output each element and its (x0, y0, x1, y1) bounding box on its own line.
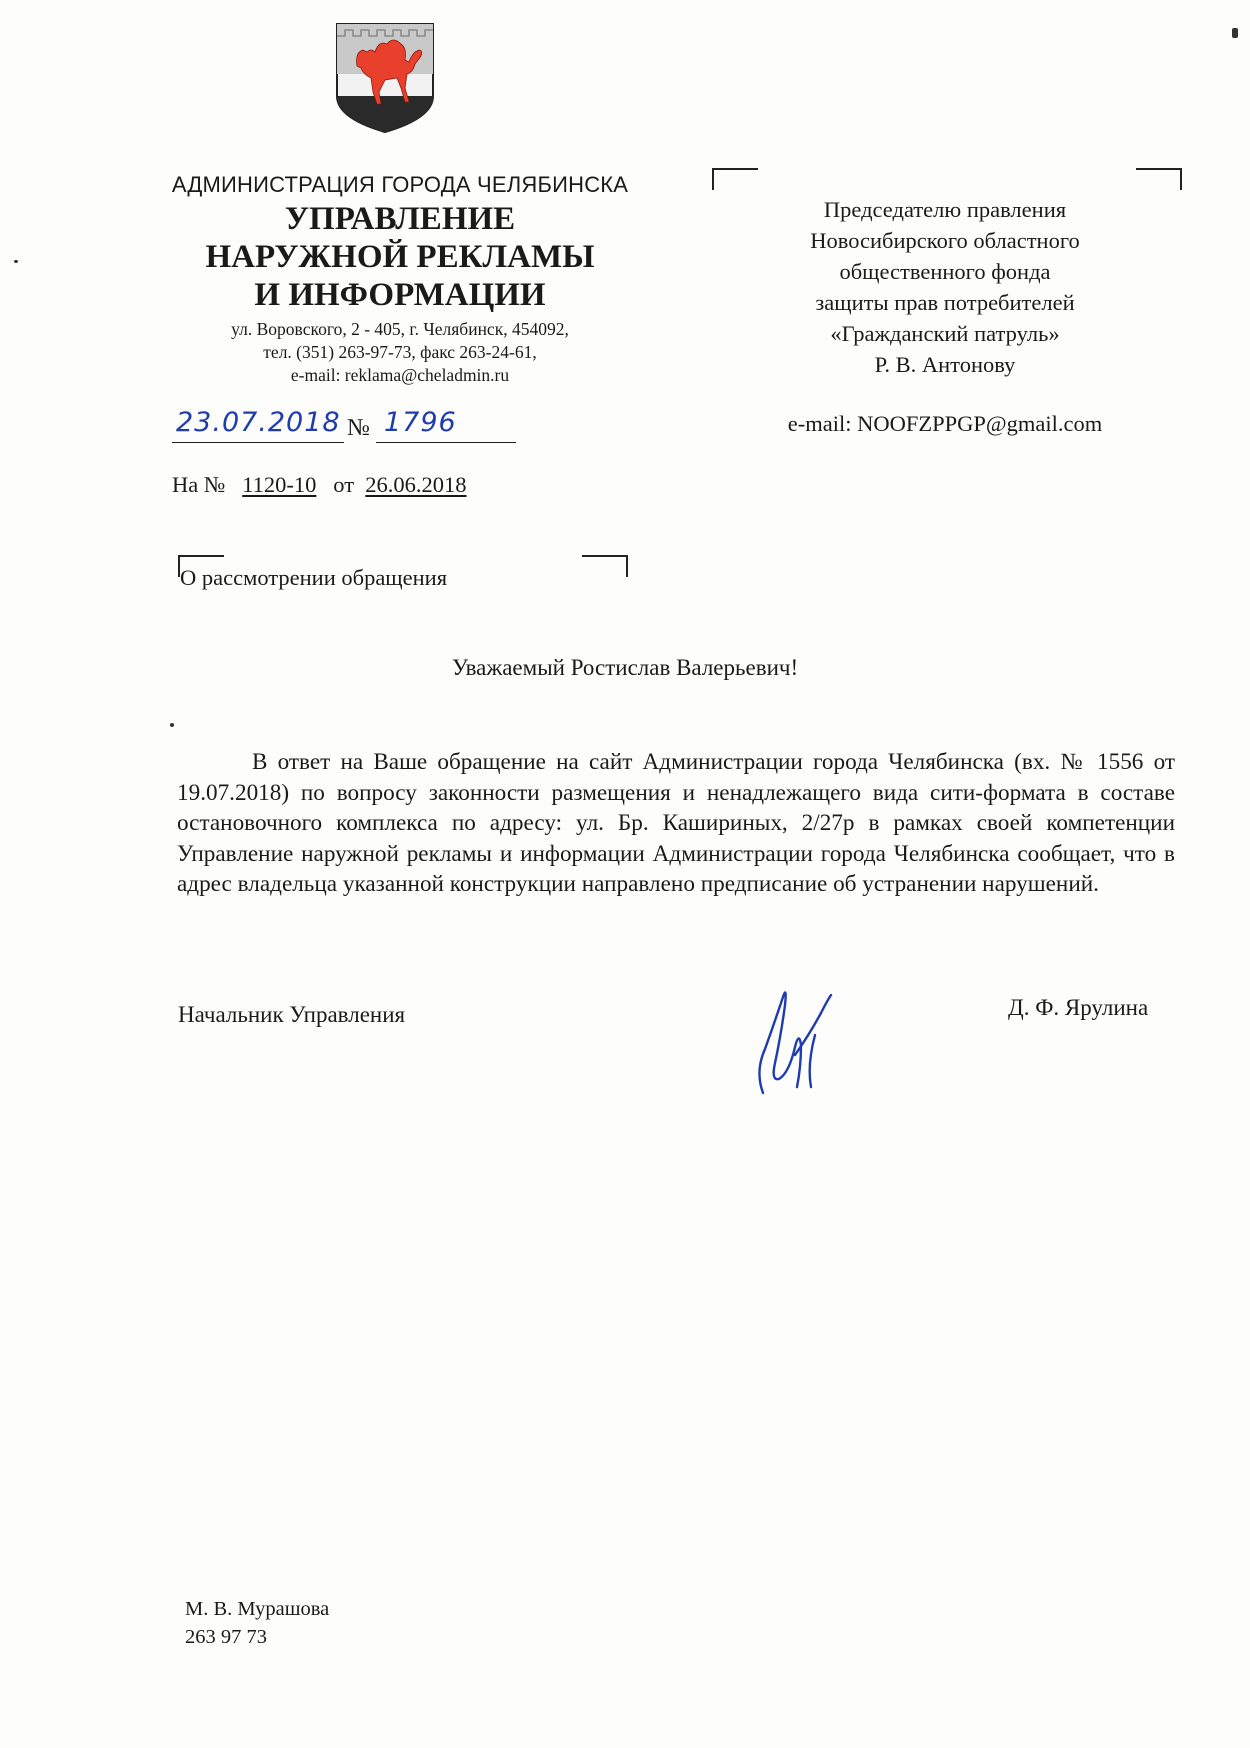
administration-name: АДМИНИСТРАЦИЯ ГОРОДА ЧЕЛЯБИНСКА (171, 172, 629, 197)
executor-name: М. В. Мурашова (185, 1598, 330, 1620)
addressee-line: Председателю правления (823, 197, 1067, 222)
addressee-email: e-mail: NOOFZPPGP@gmail.com (787, 411, 1103, 436)
registration-date: 23.07.2018 (176, 407, 341, 438)
subject-line: О рассмотрении обращения (180, 565, 448, 590)
letter-body: В ответ на Ваше обращение на сайт Администрации города Челябинска (вх. № 1556 от 19.07.2018) по вопросу законности размещения и ненадлежащего вида сити-формата в составе остановочного комплекса по адресу: ул. Бр. Кашириных, 2/27р в рамках своей компетенции Управление наружной рекламы и информации Администрации города Челябинска сообщает, что в адрес владельца указанной конструкции направлено предписание об устранении нарушений. (177, 749, 1175, 897)
addressee-line: Р. В. Антонову (874, 352, 1016, 377)
addressee-line: защиты прав потребителей (815, 290, 1075, 315)
reference-date: 26.06.2018 (365, 472, 467, 497)
reference-prefix: На № (172, 472, 226, 497)
sender-address: ул. Воровского, 2 - 405, г. Челябинск, 454092, (231, 319, 569, 339)
department-line-2: НАРУЖНОЙ РЕКЛАМЫ (205, 239, 595, 275)
department-line-3: И ИНФОРМАЦИИ (254, 277, 546, 313)
department-name (150, 200, 650, 314)
addressee-line: общественного фонда (839, 259, 1051, 284)
addressee-corner-right (1136, 168, 1182, 190)
date-underline (172, 442, 344, 444)
sender-phone: тел. (351) 263-97-73, факс 263-24-61, (263, 342, 537, 362)
addressee-line: «Гражданский патруль» (830, 321, 1060, 346)
scan-speck (170, 723, 174, 727)
reference-number: 1120-10 (242, 472, 317, 497)
addressee-corner-left (712, 168, 758, 190)
sender-contacts (150, 318, 650, 387)
registration-line (172, 407, 517, 443)
reference-line (172, 472, 467, 498)
executor-phone: 263 97 73 (185, 1626, 267, 1648)
executor-block (185, 1595, 329, 1651)
department-line-1: УПРАВЛЕНИЕ (284, 201, 516, 237)
addressee-line: Новосибирского областного (810, 228, 1080, 253)
handwritten-signature (735, 975, 850, 1105)
registration-number: 1796 (384, 407, 457, 438)
scan-speck (1232, 28, 1238, 38)
reference-from-label: от (333, 472, 355, 497)
number-underline (376, 442, 516, 444)
salutation: Уважаемый Ростислав Валерьевич! (451, 655, 799, 680)
addressee-block (700, 194, 1190, 380)
signatory-name: Д. Ф. Ярулина (1008, 995, 1149, 1020)
subject-corner-right (582, 555, 628, 577)
scan-speck (14, 260, 18, 263)
coat-of-arms-icon (335, 22, 435, 134)
sender-email: e-mail: reklama@cheladmin.ru (290, 365, 510, 385)
registration-number-label: № (347, 415, 370, 441)
signatory-title: Начальник Управления (178, 1002, 406, 1027)
